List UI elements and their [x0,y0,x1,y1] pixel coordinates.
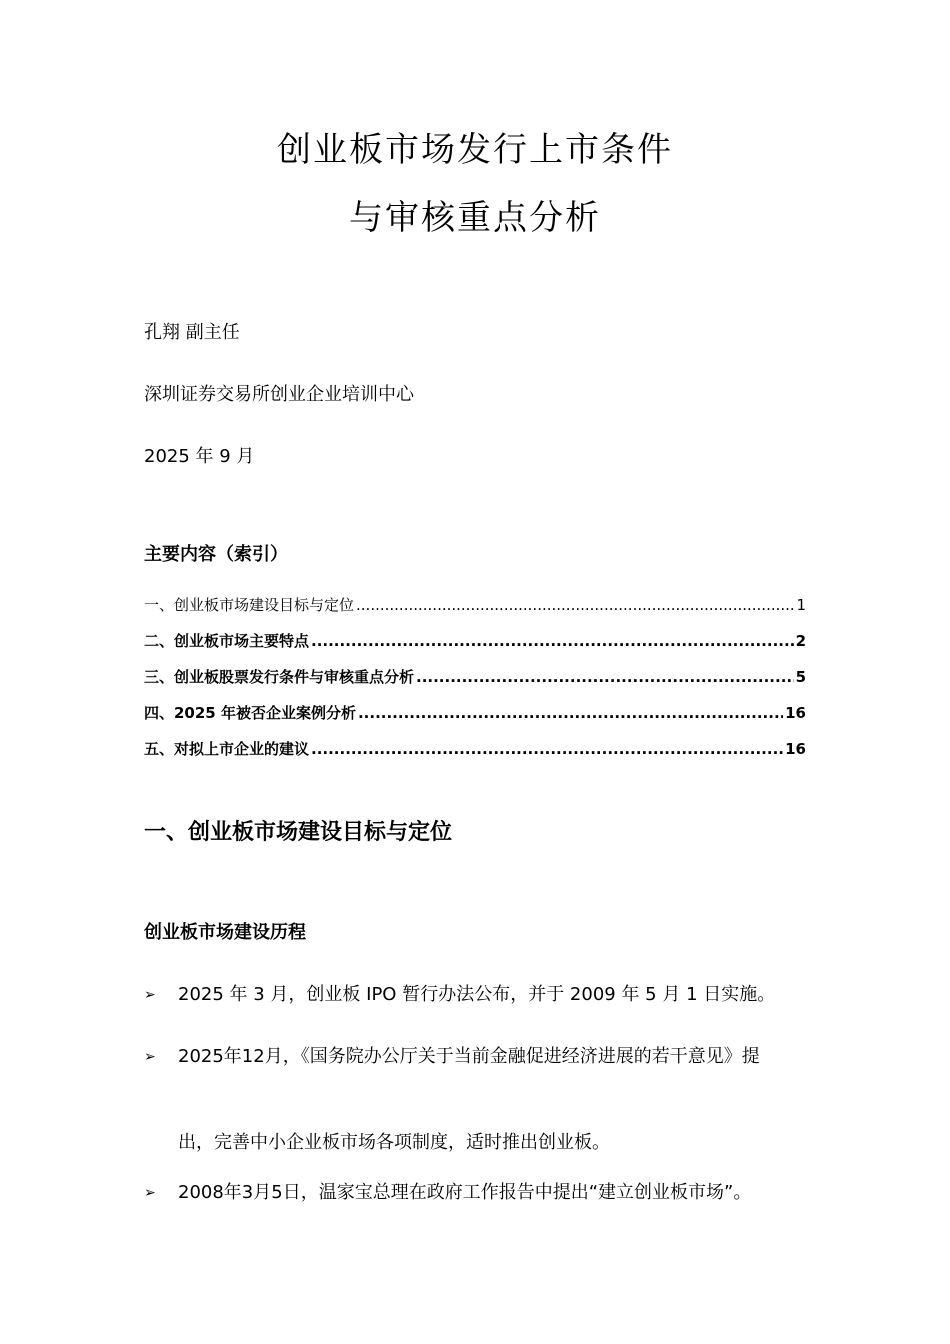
toc-entry-title: 三、创业板股票发行条件与审核重点分析 [144,668,415,686]
toc-entry[interactable] [144,702,806,738]
bullet-text: 2025年12月，《国务院办公厅关于当前金融促进经济进展的若干意见》提 [178,1046,760,1067]
bullet-text-continuation: 出，完善中小企业板市场各项制度，适时推出创业板。 [178,1132,610,1153]
toc-entry-page: 16 [785,740,806,758]
arrow-bullet-icon: ➢ [144,1185,156,1201]
toc-entry-page: 2 [795,632,806,650]
toc-entry[interactable] [144,738,806,774]
arrow-bullet-icon: ➢ [144,987,156,1003]
toc-entry-title: 一、创业板市场建设目标与定位 [144,596,355,614]
organization: 深圳证券交易所创业企业培训中心 [144,384,414,405]
bullet-text: 2008年3月5日，温家宝总理在政府工作报告中提出“建立创业板市场”。 [178,1182,752,1203]
toc-entry-page: 1 [796,596,806,614]
bullet-item [144,1045,810,1181]
toc-entry-page: 5 [795,668,806,686]
author: 孔翔 副主任 [144,322,240,343]
bullet-item [144,983,810,1045]
toc-leader-dots [311,738,783,760]
toc-leader-dots [416,666,794,688]
bullet-item [144,1181,810,1221]
toc-entry-title: 二、创业板市场主要特点 [144,632,310,650]
toc-heading: 主要内容（索引） [144,544,288,565]
toc-leader-dots [311,630,794,652]
section-heading: 一、创业板市场建设目标与定位 [144,820,453,845]
toc-entry-page: 16 [785,704,806,722]
document-date: 2025 年 9 月 [144,446,255,467]
toc-leader-dots [356,594,794,616]
table-of-contents [144,594,806,774]
subsection-heading: 创业板市场建设历程 [144,922,306,943]
document-title-line2: 与审核重点分析 [349,198,601,238]
bullet-list [144,983,810,1221]
toc-entry[interactable] [144,594,806,630]
toc-entry-title: 五、对拟上市企业的建议 [144,740,310,758]
arrow-bullet-icon: ➢ [144,1049,156,1065]
document-title-line1: 创业板市场发行上市条件 [277,130,673,170]
toc-entry[interactable] [144,630,806,666]
toc-entry[interactable] [144,666,806,702]
bullet-text: 2025 年 3 月，创业板 IPO 暂行办法公布，并于 2009 年 5 月 1 日实施。 [178,984,776,1005]
toc-entry-title: 四、2025 年被否企业案例分析 [144,704,356,722]
toc-leader-dots [358,702,783,724]
